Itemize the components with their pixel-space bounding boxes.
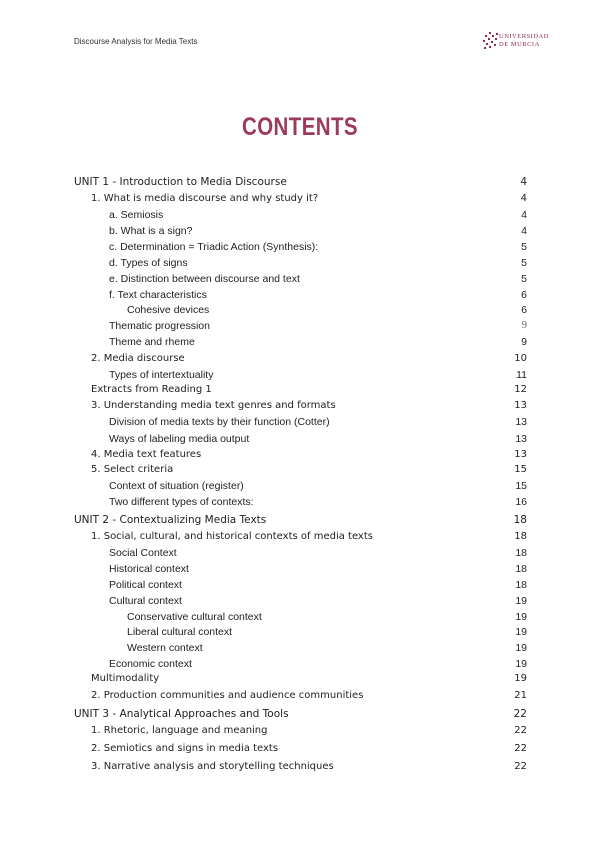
page-title: CONTENTS <box>241 113 359 141</box>
toc-entry-label: 1. Social, cultural, and historical contexts of media texts <box>91 531 373 542</box>
toc-entry-label: Multimodality <box>91 673 160 684</box>
toc-entry-label: f. Text characteristics <box>109 289 207 301</box>
toc-entry[interactable] <box>91 531 527 545</box>
toc-entry-page: 4 <box>520 193 527 204</box>
toc-entry[interactable] <box>91 193 527 207</box>
toc-entry[interactable] <box>109 658 527 672</box>
toc-entry-page: 15 <box>515 480 527 492</box>
toc-entry[interactable] <box>91 449 527 463</box>
toc-entry-label: 4. Media text features <box>91 449 202 460</box>
toc-entry[interactable] <box>127 611 527 625</box>
toc-entry[interactable] <box>91 464 527 478</box>
toc-entry[interactable] <box>91 725 527 739</box>
toc-entry[interactable] <box>74 514 527 528</box>
toc-entry-label: Ways of labeling media output <box>109 433 250 445</box>
toc-entry-label: UNIT 2 - Contextualizing Media Texts <box>74 514 267 526</box>
toc-entry[interactable] <box>109 433 527 447</box>
toc-entry-label: a. Semiosis <box>109 209 164 221</box>
toc-entry[interactable] <box>109 595 527 609</box>
toc-entry-page: 18 <box>515 563 527 575</box>
toc-entry[interactable] <box>91 384 527 398</box>
toc-entry-label: Economic context <box>109 658 192 670</box>
toc-entry[interactable] <box>109 225 527 239</box>
toc-entry-page: 19 <box>515 658 527 670</box>
toc-entry-page: 5 <box>521 241 527 253</box>
toc-entry-page: 22 <box>514 725 527 736</box>
toc-entry-page: 15 <box>514 464 527 475</box>
logo-line-2: DE MURCIA <box>499 41 540 48</box>
toc-entry-page: 18 <box>514 531 527 542</box>
toc-entry-label: 3. Understanding media text genres and formats <box>91 400 336 411</box>
toc-entry[interactable] <box>109 273 527 287</box>
toc-entry[interactable] <box>109 241 527 255</box>
toc-entry-page: 21 <box>514 690 527 701</box>
toc-entry-page: 22 <box>514 743 527 754</box>
toc-entry-page: 5 <box>521 257 527 269</box>
toc-entry[interactable] <box>74 708 527 722</box>
toc-entry-label: e. Distinction between discourse and text <box>109 273 300 285</box>
toc-entry-page: 13 <box>514 400 527 411</box>
toc-entry-label: Historical context <box>109 563 189 575</box>
toc-entry-page: 10 <box>514 353 527 364</box>
toc-entry-page: 6 <box>521 304 527 316</box>
toc-entry-label: Cultural context <box>109 595 182 607</box>
toc-entry[interactable] <box>109 320 527 334</box>
university-logo <box>483 31 555 53</box>
toc-entry-page: 4 <box>521 225 527 237</box>
toc-entry[interactable] <box>74 176 527 190</box>
toc-entry[interactable] <box>109 336 527 350</box>
toc-entry-page: 4 <box>520 176 527 188</box>
toc-entry-page: 22 <box>514 761 527 772</box>
toc-entry-label: Western context <box>127 642 203 654</box>
toc-entry-page: 18 <box>513 514 527 526</box>
toc-entry[interactable] <box>109 416 527 430</box>
toc-entry-page: 13 <box>515 433 527 445</box>
toc-entry-label: Political context <box>109 579 182 591</box>
toc-entry-label: 2. Media discourse <box>91 353 185 364</box>
toc-entry-label: 1. What is media discourse and why study it? <box>91 193 319 204</box>
toc-entry-page: 18 <box>515 579 527 591</box>
toc-entry-label: 3. Narrative analysis and storytelling techniques <box>91 761 334 772</box>
toc-entry-page: 4 <box>521 209 527 221</box>
toc-entry-label: Extracts from Reading 1 <box>91 384 212 395</box>
toc-entry[interactable] <box>109 496 527 510</box>
toc-entry[interactable] <box>109 209 527 223</box>
logo-emblem-icon <box>483 32 499 50</box>
toc-entry[interactable] <box>91 353 527 367</box>
toc-entry-page: 13 <box>514 449 527 460</box>
toc-entry-page: 18 <box>515 547 527 559</box>
toc-entry-label: 1. Rhetoric, language and meaning <box>91 725 268 736</box>
toc-entry-label: Cohesive devices <box>127 304 210 316</box>
toc-entry-label: Division of media texts by their function (Cotter) <box>109 416 330 428</box>
toc-entry-label: 2. Production communities and audience communities <box>91 690 364 701</box>
toc-entry-label: Theme and rheme <box>109 336 195 348</box>
toc-entry-page: 11 <box>516 369 527 381</box>
toc-entry[interactable] <box>109 563 527 577</box>
toc-entry-label: b. What is a sign? <box>109 225 193 237</box>
toc-entry[interactable] <box>109 257 527 271</box>
toc-entry[interactable] <box>91 761 527 775</box>
toc-entry-label: UNIT 3 - Analytical Approaches and Tools <box>74 708 289 720</box>
toc-entry-page: 19 <box>515 626 527 638</box>
toc-entry[interactable] <box>127 304 527 318</box>
toc-entry[interactable] <box>109 579 527 593</box>
toc-entry[interactable] <box>127 642 527 656</box>
toc-entry-page: 19 <box>515 611 527 623</box>
toc-entry-label: Two different types of contexts: <box>109 496 254 508</box>
toc-entry-page: 6 <box>521 289 527 301</box>
toc-entry-label: 2. Semiotics and signs in media texts <box>91 743 279 754</box>
toc-entry-page: 5 <box>521 273 527 285</box>
toc-entry-label: Types of intertextuality <box>109 369 214 381</box>
toc-entry[interactable] <box>109 289 527 303</box>
toc-entry-page: 12 <box>514 384 527 395</box>
toc-entry-label: Social Context <box>109 547 177 559</box>
toc-entry-label: 5. Select criteria <box>91 464 174 475</box>
toc-entry[interactable] <box>109 369 527 383</box>
toc-entry[interactable] <box>109 480 527 494</box>
toc-entry[interactable] <box>109 547 527 561</box>
toc-entry[interactable] <box>91 743 527 757</box>
toc-entry-page: 13 <box>515 416 527 428</box>
toc-entry[interactable] <box>91 690 527 704</box>
toc-entry-label: Context of situation (register) <box>109 480 244 492</box>
logo-line-1: UNIVERSIDAD <box>499 33 549 40</box>
toc-entry-page: 22 <box>513 708 527 720</box>
toc-entry-label: c. Determination = Triadic Action (Synthesis): <box>109 241 319 253</box>
toc-entry-label: Liberal cultural context <box>127 626 233 638</box>
toc-entry-label: UNIT 1 - Introduction to Media Discourse <box>74 176 287 188</box>
toc-entry-page: 9 <box>521 320 527 331</box>
toc-entry-page: 19 <box>514 673 527 684</box>
toc-entry[interactable] <box>91 673 527 687</box>
toc-entry-label: d. Types of signs <box>109 257 188 269</box>
toc-entry-page: 16 <box>515 496 527 508</box>
toc-entry-label: Conservative cultural context <box>127 611 262 623</box>
running-header: Discourse Analysis for Media Texts <box>74 37 198 46</box>
toc-entry-page: 19 <box>515 595 527 607</box>
toc-entry-page: 9 <box>521 336 527 348</box>
toc-entry[interactable] <box>127 626 527 640</box>
toc-entry-label: Thematic progression <box>109 320 210 332</box>
toc-entry-page: 19 <box>515 642 527 654</box>
toc-entry[interactable] <box>91 400 527 414</box>
